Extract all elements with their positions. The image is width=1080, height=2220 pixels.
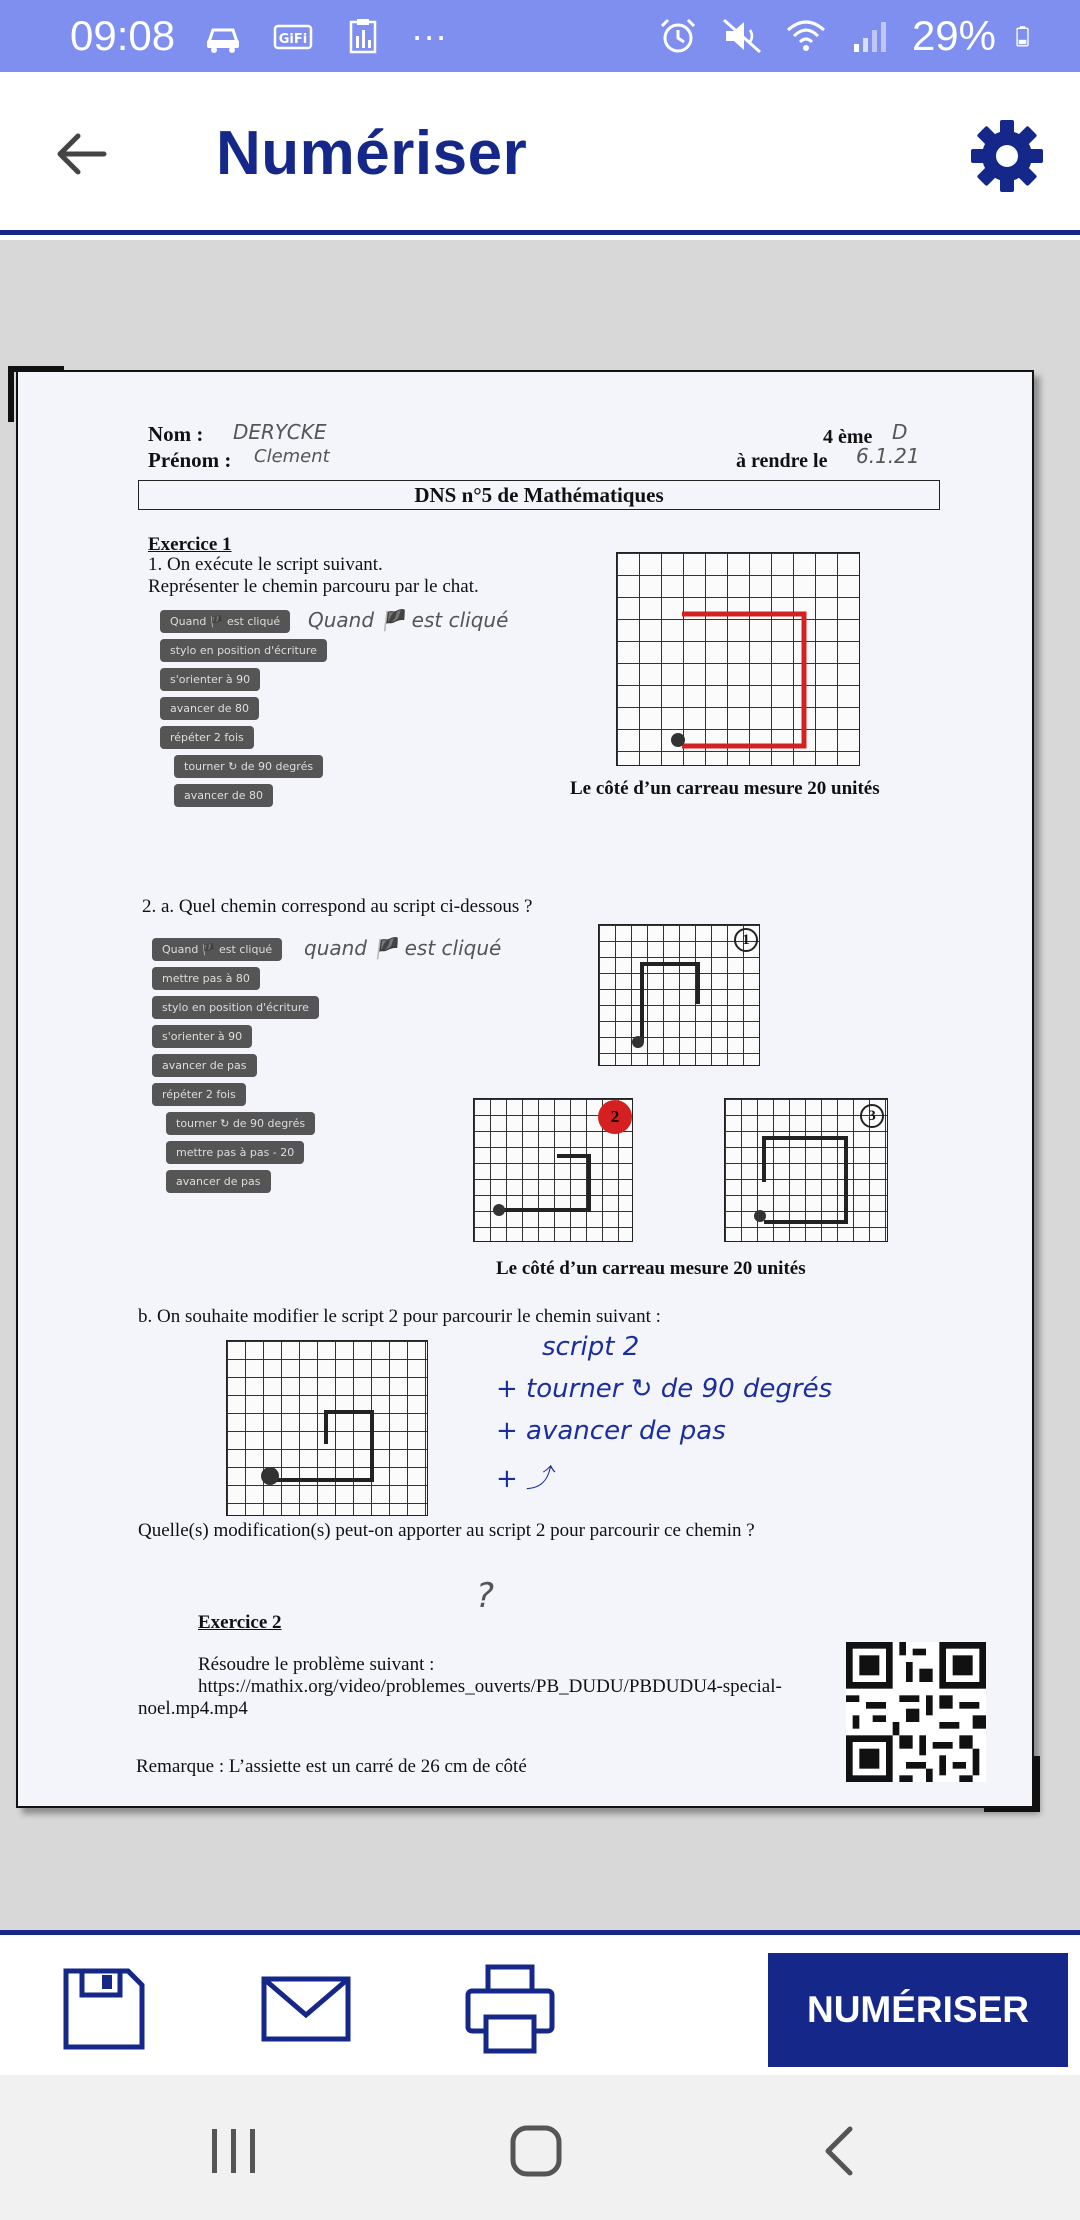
ex2b-hand-line-2: + tourner ↻ de 90 degrés	[496, 1374, 833, 1404]
nom-value: DERYCKE	[233, 420, 327, 444]
status-bar	[0, 0, 1080, 72]
script-block: tourner ↻ de 90 degrés	[166, 1112, 315, 1135]
svg-text:GiFi: GiFi	[278, 32, 308, 47]
crop-handle-bottom-right-v[interactable]	[1034, 1756, 1040, 1812]
scanned-document[interactable]	[16, 370, 1034, 1808]
status-more: ···	[411, 15, 448, 56]
wifi-icon	[784, 16, 828, 56]
choice-label-1: 1	[734, 928, 758, 952]
back-icon[interactable]	[812, 2123, 868, 2179]
choice-label-2: 2	[598, 1100, 632, 1134]
car-icon	[201, 16, 245, 56]
nom-label: Nom :	[148, 422, 204, 446]
ex2a-caption: Le côté d’un carreau mesure 20 unités	[496, 1258, 806, 1279]
arrow-left-icon[interactable]	[48, 124, 118, 184]
gear-icon[interactable]	[968, 117, 1046, 195]
ex2b-question-2: Quelle(s) modification(s) peut-on apporter au script 2 pour parcourir ce chemin ?	[138, 1520, 755, 1541]
choice-label-3: 3	[860, 1104, 884, 1128]
class-label: 4 ème	[823, 426, 873, 448]
status-time: 09:08	[70, 12, 176, 59]
bottom-action-bar	[0, 1930, 1080, 2075]
due-label: à rendre le	[736, 450, 828, 472]
ex2b-hand-line-4: + ⤴	[496, 1464, 553, 1494]
script-block: s'orienter à 90	[152, 1025, 252, 1048]
prenom-value: Clement	[254, 446, 330, 467]
ex1-scratch-script	[160, 610, 327, 807]
ex1-handwriting: Quand 🏴 est cliqué	[308, 608, 509, 632]
ex1-caption: Le côté d’un carreau mesure 20 unités	[570, 778, 880, 799]
remark: Remarque : L’assiette est un carré de 26 cm de côté	[136, 1756, 527, 1777]
script-block: stylo en position d'écriture	[160, 639, 327, 662]
ex2-text: Résoudre le problème suivant :	[198, 1654, 435, 1675]
due-value: 6.1.21	[856, 444, 920, 468]
class-value: D	[892, 420, 908, 444]
ex2b-question: b. On souhaite modifier le script 2 pour parcourir le chemin suivant :	[138, 1306, 661, 1327]
ex2b-path	[226, 1340, 428, 1516]
script-block: avancer de pas	[166, 1170, 271, 1193]
script-block: Quand 🏴 est cliqué	[152, 938, 282, 961]
app-bar	[0, 72, 1080, 235]
home-icon[interactable]	[508, 2123, 564, 2179]
ex2b-hand-line-3: + avancer de pas	[496, 1416, 726, 1446]
ex1-path	[616, 552, 860, 766]
system-nav-bar	[0, 2075, 1080, 2220]
crop-handle-bottom-right[interactable]	[984, 1806, 1040, 1812]
script-block: avancer de pas	[152, 1054, 257, 1077]
signal-icon	[848, 16, 892, 56]
ex1-q1b: Représenter le chemin parcouru par le chat.	[148, 576, 479, 597]
ex2-url-line-1: https://mathix.org/video/problemes_ouverts/PB_DUDU/PBDUDU4-special-	[198, 1676, 782, 1697]
ex2a-question: 2. a. Quel chemin correspond au script ci-dessous ?	[142, 896, 533, 917]
script-block: répéter 2 fois	[160, 726, 254, 749]
battery-level: 29%	[911, 12, 996, 59]
script-block: s'orienter à 90	[160, 668, 260, 691]
clipboard-icon	[341, 16, 385, 56]
envelope-icon[interactable]	[260, 1963, 352, 2055]
document-header: DNS n°5 de Mathématiques	[138, 480, 940, 510]
script-block: mettre pas à 80	[152, 967, 260, 990]
numeriser-button[interactable]: NUMÉRISER	[768, 1953, 1068, 2067]
script-block: Quand 🏴 est cliqué	[160, 610, 290, 633]
floppy-disk-icon[interactable]	[58, 1963, 150, 2055]
ex2-url-line-2: noel.mp4.mp4	[138, 1698, 248, 1719]
script-block: avancer de 80	[174, 784, 273, 807]
script-block: stylo en position d'écriture	[152, 996, 319, 1019]
ex2a-scratch-script	[152, 938, 319, 1193]
scan-preview-area	[0, 240, 1080, 1930]
ex1-title: Exercice 1	[148, 534, 232, 555]
script-block: tourner ↻ de 90 degrés	[174, 755, 323, 778]
script-block: mettre pas à pas - 20	[166, 1141, 304, 1164]
script-block: répéter 2 fois	[152, 1083, 246, 1106]
ex2b-question-mark: ?	[476, 1576, 495, 1616]
crop-handle-top-left[interactable]	[8, 366, 64, 372]
mute-icon	[720, 16, 764, 56]
gifi-icon	[271, 16, 315, 56]
ex2a-handwriting: quand 🏴 est cliqué	[304, 936, 502, 960]
qr-code	[846, 1642, 986, 1782]
script-block: avancer de 80	[160, 697, 259, 720]
recent-apps-icon[interactable]	[206, 2123, 262, 2179]
alarm-icon	[656, 16, 700, 56]
crop-handle-top-left-v[interactable]	[8, 366, 14, 422]
battery-icon	[1016, 16, 1040, 56]
page-title: Numériser	[216, 119, 528, 188]
printer-icon[interactable]	[464, 1963, 556, 2055]
prenom-label: Prénom :	[148, 448, 232, 472]
ex1-q1: 1. On exécute le script suivant.	[148, 554, 383, 575]
ex2b-hand-line-1: script 2	[542, 1332, 640, 1362]
ex2-title: Exercice 2	[198, 1612, 282, 1633]
